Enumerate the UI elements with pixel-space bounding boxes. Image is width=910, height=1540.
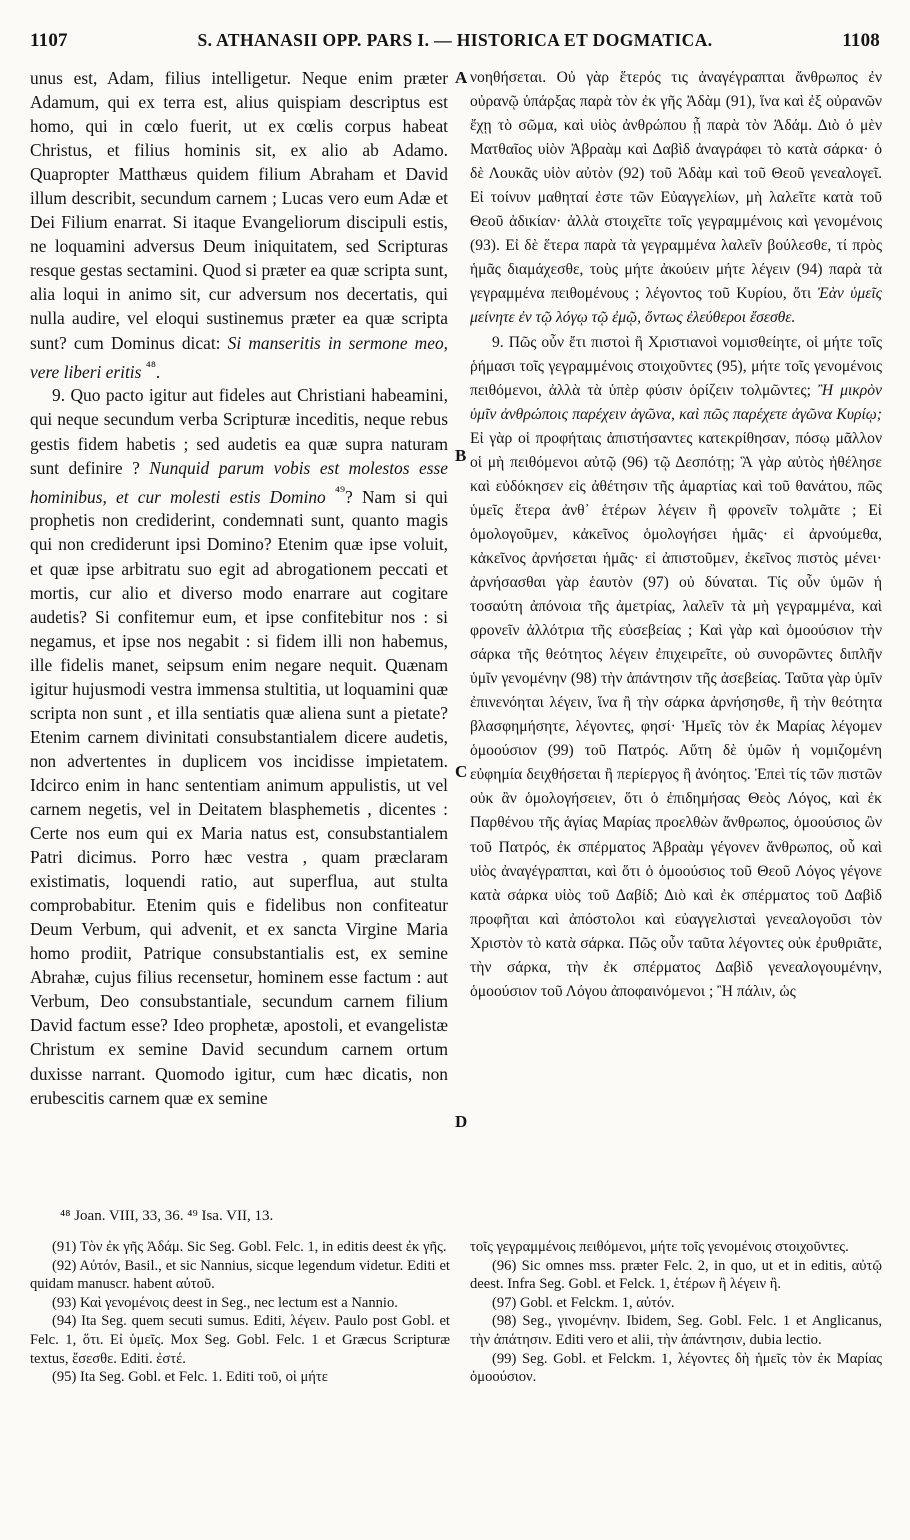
footnote-99: (99) Seg. Gobl. et Felckm. 1, λέγοντες δὴ ἡμεῖς τὸν ἐκ Μαρίας ὁμοούσιον. bbox=[470, 1350, 882, 1386]
page-number-right: 1108 bbox=[842, 30, 880, 51]
latin-p2-ref: ⁴⁹ bbox=[334, 483, 346, 500]
latin-p2-quote: Nunquid parum vobis est molestos esse hominibus, et cur molesti estis Domino bbox=[30, 457, 448, 507]
margin-letter-b: B bbox=[455, 446, 467, 465]
latin-p1-ref: ⁴⁸ bbox=[145, 358, 156, 375]
footnote-93: (93) Καὶ γενομένοις deest in Seg., nec lectum est a Nannio. bbox=[52, 1294, 398, 1311]
scripture-references: ⁴⁸ Joan. VIII, 33, 36. ⁴⁹ Isa. VII, 13. bbox=[60, 1208, 274, 1224]
footnote-95: (95) Ita Seg. Gobl. et Felc. 1. Editi τοῦ, οἱ μήτε bbox=[52, 1369, 328, 1386]
margin-letter-d: D bbox=[455, 1112, 468, 1131]
greek-paragraph-1 bbox=[470, 66, 882, 331]
footnotes-right bbox=[470, 1238, 882, 1528]
footnote-94: (94) Ita Seg. quem secuti sumus. Editi, λέγειν. Paulo post Gobl. et Felc. 1, ὅτι. Εἰ ὑμεῖς. Mox Seg. Gobl. Felc. 1 et Græcus Scripturæ textus, ἔσεσθε. Editi. ἐστέ. bbox=[30, 1313, 450, 1367]
footnote-97: (97) Gobl. et Felckm. 1, αὐτόν. bbox=[492, 1294, 675, 1311]
greek-p1-quote: Ἐὰν ὑμεῖς μείνητε ἐν τῷ λόγῳ τῷ ἐμῷ, ὄντως ἐλεύθεροι ἔσεσθε. bbox=[470, 285, 882, 327]
footnote-92: (92) Αὐτόν, Basil., et sic Nannius, sicque legendum videtur. Editi et quidam manuscr. habent αὐτοῦ. bbox=[30, 1257, 450, 1293]
latin-p1-text: unus est, Adam, filius intelligetur. Neque enim præter Adamum, qui ex terra est, alius quispiam descriptus est homo, qui in cœlo fuerit, ut ex cœlis corpus habeat Christus, et filius hominis sit, ex alio ab Adamo. Quapropter Matthæus quidem filium Abraham et David illum describit, secundum carnem ; Lucas vero eum Adæ et Dei Filium enarrat. Si itaque Evangeliorum discipuli estis, ne loquamini adversus Deum iniquitatem, sed Scripturas resque gestas sectamini. Quod si præter ea quæ scripta sunt, alia loqui in animo sit, cur adversum nos decertatis, qui nulla audire, vel eloqui sustinemus præter ea quæ scripta sunt? cum Dominus dicat: bbox=[30, 68, 448, 353]
page-number-left: 1107 bbox=[30, 30, 68, 51]
greek-column bbox=[470, 66, 882, 1226]
running-head: S. ATHANASII OPP. PARS I. — HISTORICA ET DOGMATICA. bbox=[197, 30, 713, 50]
footnote-98: (98) Seg., γινομένην. Ibidem, Seg. Gobl. Felc. 1 et Anglicanus, τὴν ἀπάτησιν. Editi vero et alii, τὴν ἀπάντησιν, dubia lectio. bbox=[470, 1313, 882, 1348]
latin-column bbox=[30, 66, 448, 1226]
footnote-96: (96) Sic omnes mss. præter Felc. 2, in quo, ut et in editis, αὐτῷ deest. Infra Seg. Gobl. et Felck. 1, ἑτέρων ἢ λέγειν ἢ. bbox=[470, 1257, 882, 1293]
margin-letter-a: A bbox=[455, 68, 468, 87]
footnote-91: (91) Τὸν ἐκ γῆς Ἀδάμ. Sic Seg. Gobl. Felc. 1, in editis deest ἐκ γῆς. bbox=[52, 1239, 447, 1255]
latin-p2-text: 9. Quo pacto igitur aut fideles aut Christiani habeamini, qui neque secundum verba Scripturæ inceditis, neque rebus gestis fidem habetis ; sed audetis ea quæ supra naturam sunt definire ? bbox=[30, 385, 448, 478]
latin-p1-quote: Si manseritis in sermone meo, vere liberi eritis bbox=[30, 332, 448, 382]
greek-p2-text: 9. Πῶς οὖν ἔτι πιστοὶ ἢ Χριστιανοὶ νομισθείητε, οἱ μήτε τοῖς ῥήμασι τοῖς γεγραμμένοις στοιχοῦντες (95), μήτε τοῖς γενομένοις πειθόμενοι, ἀλλὰ τὰ ὑπὲρ φύσιν ὁρίζειν τολμῶντες; bbox=[470, 333, 882, 399]
latin-p2-continued: ? Nam si qui prophetis non crediderint, condemnati sunt, quanto magis qui non crediderunt ipsi Domino? Etenim quæ ipse voluit, et quæ ipse arbitratu suo egit ad abrogationem peccati et mortis, cur alio et diverso modo enarrare aut cogitare audetis? Si confitemur eum, et ipse confitebitur nos : si negamus, et ipse nos negabit : si fidem illi non habemus, ille fidelis manet, seipsum enim negare nequit. Quænam igitur hujusmodi vestra immensa stultitia, ut loquamini quæ scripta non sunt , et illa sentiatis quæ aliena sunt a pietate? Etenim carnem divinitati consubstantialem dicere audetis, non advertentes in duplicem vos incidisse impietatem. Idcirco enim in hanc sententiam animum appulistis, ut vel carnem negetis, vel in Deitatem blasphemetis , dicentes : Certe nos eum qui ex Maria natus est, consubstantialem Patri dicimus. Porro hæc vestra , quam præclaram existimatis, loquendi ratio, aut superflua, aut stulta comprobabitur. Etenim quis e fidelibus non confiteatur Deum Verbum, qui advenit, et ex sancta Virgine Maria homo prodiit, Patrique consubstantialis est, ex semine Abrahæ, cujus filius recensetur, hominem esse factum : aut Verbum, Deo consubstantiale, secundum carnem filium David factum esse? Ideo prophetæ, apostoli, et evangelistæ Christum ex semine David secundum carnem ortum duxisse narrant. Quomodo igitur, cum hæc dicatis, non erubescitis carnem quæ ex semine bbox=[30, 486, 448, 1108]
greek-paragraph-2 bbox=[470, 331, 882, 1004]
greek-text bbox=[470, 66, 882, 1004]
greek-p1-text: νοηθήσεται. Οὐ γὰρ ἕτερός τις ἀναγέγραπται ἄνθρωπος ἐν οὐρανῷ ὑπάρξας παρὰ τὸν ἐκ γῆς Ἀδὰμ (91), ἵνα καὶ ἐξ οὐρανῶν ἔχῃ τὸ σῶμα, καὶ υἱὸς ἀνθρώπου ᾖ παρὰ τὸν Ἀδάμ. Διὸ ὁ μὲν Ματθαῖος υἱὸν Ἀβραὰμ καὶ Δαβὶδ ἀναγράφει τὸ κατὰ σάρκα· ὁ δὲ Λουκᾶς υἱὸν αὐτὸν (92) τοῦ Ἀδὰμ καὶ τοῦ Θεοῦ γενεαλογεῖ. Εἰ τοίνυν μαθηταί ἐστε τῶν Εὐαγγελίων, μὴ λαλεῖτε κατὰ τοῦ Θεοῦ ἀδικίαν· ἀλλὰ στοιχεῖτε τοῖς γεγραμμένοις καὶ γενομένοις (93). Εἰ δὲ ἕτερα παρὰ τὰ γεγραμμένα λαλεῖν βούλεσθε, τί πρὸς ἡμᾶς διαμάχεσθε, τοὺς μήτε ἀκούειν μήτε λέγειν (94) παρὰ τὰ γεγραμμένα πειθομένους ; λέγοντος τοῦ Κυρίου, ὅτι bbox=[470, 69, 882, 303]
page-header bbox=[30, 30, 880, 56]
footnotes-left bbox=[30, 1238, 450, 1528]
footnote-95-continued: τοῖς γεγραμμένοις πειθόμενοι, μήτε τοῖς γενομένοις στοιχοῦντες. bbox=[470, 1239, 849, 1255]
greek-p2-quote: Ἢ μικρὸν ὑμῖν ἀνθρώποις παρέχειν ἀγῶνα, καὶ πῶς παρέχετε ἀγῶνα Κυρίῳ; bbox=[470, 381, 882, 423]
latin-paragraph-2 bbox=[30, 383, 448, 1109]
latin-text bbox=[30, 66, 448, 1110]
margin-letter-c: C bbox=[455, 762, 468, 781]
greek-p2-continued: Εἰ γὰρ οἱ προφήταις ἀπιστήσαντες κατεκρίθησαν, πόσῳ μᾶλλον οἱ μὴ πειθόμενοι αὐτῷ (96) τῷ Δεσπότῃ; Ἃ γὰρ αὐτὸς ἠθέλησε καὶ εὐδόκησεν εἰς ἀθέτησιν τῆς ἁμαρτίας καὶ τοῦ θανάτου, πῶς ὑμεῖς ἕτερα ἀνθ᾽ ἑτέρων λέγειν ἢ φρονεῖν τολμᾶτε ; Εἰ ὁμολογοῦμεν, κἀκεῖνος ὁμολογήσει ἡμᾶς· εἰ ἀρνούμεθα, κἀκεῖνος ἀρνήσεται ἡμᾶς· εἰ ἀπιστοῦμεν, ἐκεῖνος πιστὸς μένει· ἀρνήσασθαι γὰρ ἑαυτὸν (97) οὐ δύναται. Τίς οὖν ὑμῶν ἡ τοσαύτη ἀπόνοια τῆς ἀμετρίας, λαλεῖν τὰ μὴ γεγραμμένα, καὶ φρονεῖν ἀλλότρια τῆς εὐσεβείας ; Καὶ γὰρ καὶ ὁμοούσιον τὴν σάρκα τῆς θεότητος λέγειν ἐπιχειρεῖτε, οὐ συνορῶντες διπλῆν ὑμῖν γενομένην (98) τὴν ἀπάντησιν τῆς ἀσεβείας. Ταῦτα γὰρ ὑμῖν ἐπινενόηται λέγειν, ἵνα ἢ τὴν σάρκα ἀρνήσησθε, ἢ τὴν θεότητα βλασφημήσητε, λέγοντες, φησί· Ἡμεῖς τὸν ἐκ Μαρίας λέγομεν ὁμοούσιον (99) τοῦ Πατρός. Αὕτη δὲ ὑμῶν ἡ νομιζομένη εὐφημία δειχθήσεται ἢ περίεργος ἢ ἀνόητος. Ἐπεὶ τίς τῶν πιστῶν οὐκ ἂν ὁμολογήσειεν, ὅτι ὁ ἐπιδημήσας Θεὸς Λόγος, καὶ ἐκ Παρθένου τῆς ἁγίας Μαρίας προελθὼν ἄνθρωπος, ὁμοούσιος ὢν τοῦ Πατρός, ἐκ σπέρματος Ἀβραὰμ γέγονεν ἄνθρωπος, οὗ καὶ υἱὸς ἀναγέγραπται, καὶ ὅτι ὁ ὁμοούσιος τοῦ Θεοῦ Λόγος γέγονε κατὰ σάρκα υἱὸς τοῦ Δαβίδ; Διὸ καὶ ἐκ σπέρματος τοῦ Δαβὶδ προφῆται καὶ ἀπόστολοι καὶ εὐαγγελισταὶ γενεαλογοῦσι τὸν Χριστὸν τὸ κατὰ σάρκα. Πῶς οὖν ταῦτα λέγοντες οὐκ ἐρυθριᾶτε, τὴν σάρκα, τὴν ἐκ σπέρματος Δαβὶδ γενεαλογουμένην, ὁμοούσιον τοῦ Λόγου ἀποφαινόμενοι ; Ἢ πάλιν, ὡς bbox=[470, 429, 882, 1000]
latin-paragraph-1: unus est, Adam, filius intelligetur. Neque enim præter Adamum, qui ex terra est, alius quispiam descriptus est homo, qui in cœlo fuerit, ut ex cœlis corpus habeat Christus, et filius hominis sit, ex alio ab Adamo. Quapropter Matthæus quidem filium Abraham et David illum describit, secundum carnem ; Lucas vero eum Adæ et Dei Filium enarrat. Si itaque Evangeliorum discipuli estis, ne loquamini adversus Deum iniquitatem, sed Scripturas resque gestas sectamini. Quod si præter ea quæ scripta sunt, alia loqui in animo sit, cur adversum nos decertatis, qui nulla audire, vel eloqui sustinemus præter ea quæ scripta sunt? cum Dominus dicat: Si manseritis in sermone meo, vere liberi eritis $^{^{48}}$. bbox=[30, 68, 448, 382]
